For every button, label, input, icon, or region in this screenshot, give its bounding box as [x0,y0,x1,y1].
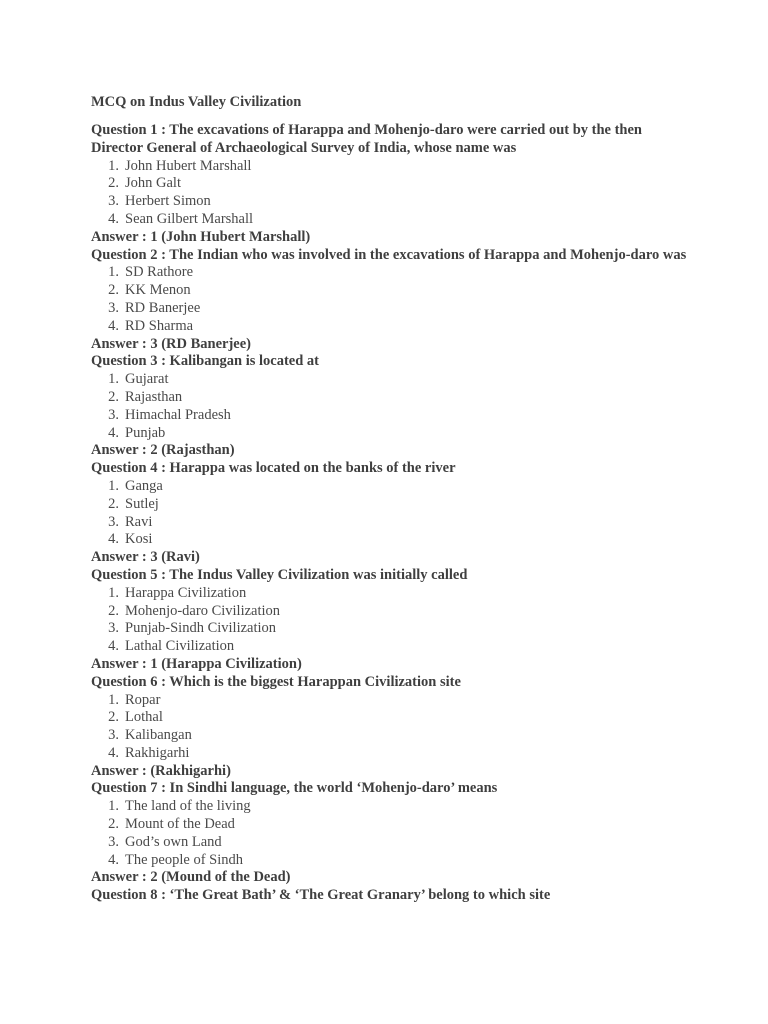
option-text: Sean Gilbert Marshall [125,210,254,227]
question-block [91,353,691,460]
option-list [91,264,691,335]
option-text: John Galt [125,175,181,192]
option-item [91,425,691,443]
option-text: Punjab-Sindh Civilization [125,620,277,637]
option-number: 3. [108,620,119,637]
question-text: Question 5 : The Indus Valley Civilization was initially called [91,566,468,583]
answer-text: Answer : (Rakhigarhi) [91,762,231,779]
option-number: 1. [108,264,119,281]
option-number: 3. [108,833,119,850]
option-number: 4. [108,210,119,227]
page-title: MCQ on Indus Valley Civilization [91,94,302,110]
option-item [91,264,691,282]
answer-text: Answer : 1 (John Hubert Marshall) [91,228,311,245]
option-item [91,478,691,496]
option-item [91,798,691,816]
option-item [91,727,691,745]
option-text: John Hubert Marshall [125,157,252,174]
option-text: Lathal Civilization [125,638,235,655]
option-number: 4. [108,851,119,868]
option-text: Ganga [125,477,163,494]
option-text: Kalibangan [125,727,192,744]
answer-text: Answer : 3 (Ravi) [91,549,200,566]
option-item [91,371,691,389]
option-text: Sutlej [125,495,159,512]
option-number: 2. [108,816,119,833]
option-number: 1. [108,371,119,388]
question-text: Question 1 : The excavations of Harappa and Mohenjo-daro were carried out by the then Director General of Archaeological Survey of India, whose name was [91,122,642,156]
answer-text: Answer : 2 (Mound of the Dead) [91,869,291,886]
option-number: 3. [108,193,119,210]
question-text: Question 3 : Kalibangan is located at [91,353,319,370]
option-text: God’s own Land [125,833,222,850]
option-item [91,514,691,532]
question-block [91,780,691,887]
option-item [91,834,691,852]
option-list [91,158,691,229]
option-number: 2. [108,602,119,619]
option-list [91,798,691,869]
option-number: 1. [108,798,119,815]
option-text: Mohenjo-daro Civilization [125,602,281,619]
option-number: 3. [108,727,119,744]
option-text: Gujarat [125,371,169,388]
option-text: Lothal [125,709,163,726]
option-number: 2. [108,175,119,192]
option-text: Ropar [125,691,161,708]
option-number: 1. [108,584,119,601]
option-number: 4. [108,744,119,761]
option-text: RD Sharma [125,317,194,334]
option-item [91,709,691,727]
question-block [91,122,691,247]
option-number: 4. [108,317,119,334]
option-text: Herbert Simon [125,193,211,210]
option-number: 3. [108,406,119,423]
question-text: Question 8 : ‘The Great Bath’ & ‘The Great Granary’ belong to which site [91,887,551,904]
option-number: 2. [108,709,119,726]
document-body [91,93,691,905]
question-block [91,460,691,567]
option-item [91,816,691,834]
option-list [91,478,691,549]
option-text: KK Menon [125,282,191,299]
option-item [91,407,691,425]
question-list [91,122,691,905]
option-number: 2. [108,388,119,405]
option-number: 2. [108,282,119,299]
option-number: 3. [108,299,119,316]
option-item [91,300,691,318]
option-item [91,745,691,763]
option-item [91,620,691,638]
option-number: 4. [108,638,119,655]
option-list [91,585,691,656]
question-text: Question 4 : Harappa was located on the banks of the river [91,460,456,477]
option-item [91,638,691,656]
question-block [91,247,691,354]
option-number: 1. [108,691,119,708]
option-text: RD Banerjee [125,299,201,316]
option-item [91,852,691,870]
option-item [91,692,691,710]
option-item [91,193,691,211]
option-text: Rakhigarhi [125,744,190,761]
option-item [91,389,691,407]
option-list [91,692,691,763]
question-block [91,674,691,781]
option-number: 1. [108,477,119,494]
option-text: Punjab [125,424,166,441]
option-text: The land of the living [125,798,251,815]
answer-text: Answer : 3 (RD Banerjee) [91,335,251,352]
question-text: Question 2 : The Indian who was involved in the excavations of Harappa and Mohenjo-daro was [91,246,687,263]
option-text: SD Rathore [125,264,194,281]
option-item [91,603,691,621]
option-number: 4. [108,531,119,548]
option-item [91,496,691,514]
question-block [91,567,691,674]
option-item [91,211,691,229]
option-number: 3. [108,513,119,530]
option-number: 2. [108,495,119,512]
option-number: 4. [108,424,119,441]
option-text: Ravi [125,513,153,530]
option-item [91,282,691,300]
answer-text: Answer : 1 (Harappa Civilization) [91,655,302,672]
question-text: Question 7 : In Sindhi language, the world ‘Mohenjo-daro’ means [91,780,498,797]
answer-text: Answer : 2 (Rajasthan) [91,442,235,459]
question-text: Question 6 : Which is the biggest Harappan Civilization site [91,673,461,690]
option-list [91,371,691,442]
option-text: Harappa Civilization [125,584,247,601]
option-number: 1. [108,157,119,174]
question-block [91,887,691,905]
option-item [91,585,691,603]
option-text: Himachal Pradesh [125,406,231,423]
option-text: Mount of the Dead [125,816,235,833]
option-item [91,531,691,549]
option-item [91,175,691,193]
option-item [91,318,691,336]
option-text: The people of Sindh [125,851,243,868]
option-text: Rajasthan [125,388,183,405]
option-item [91,158,691,176]
option-text: Kosi [125,531,153,548]
